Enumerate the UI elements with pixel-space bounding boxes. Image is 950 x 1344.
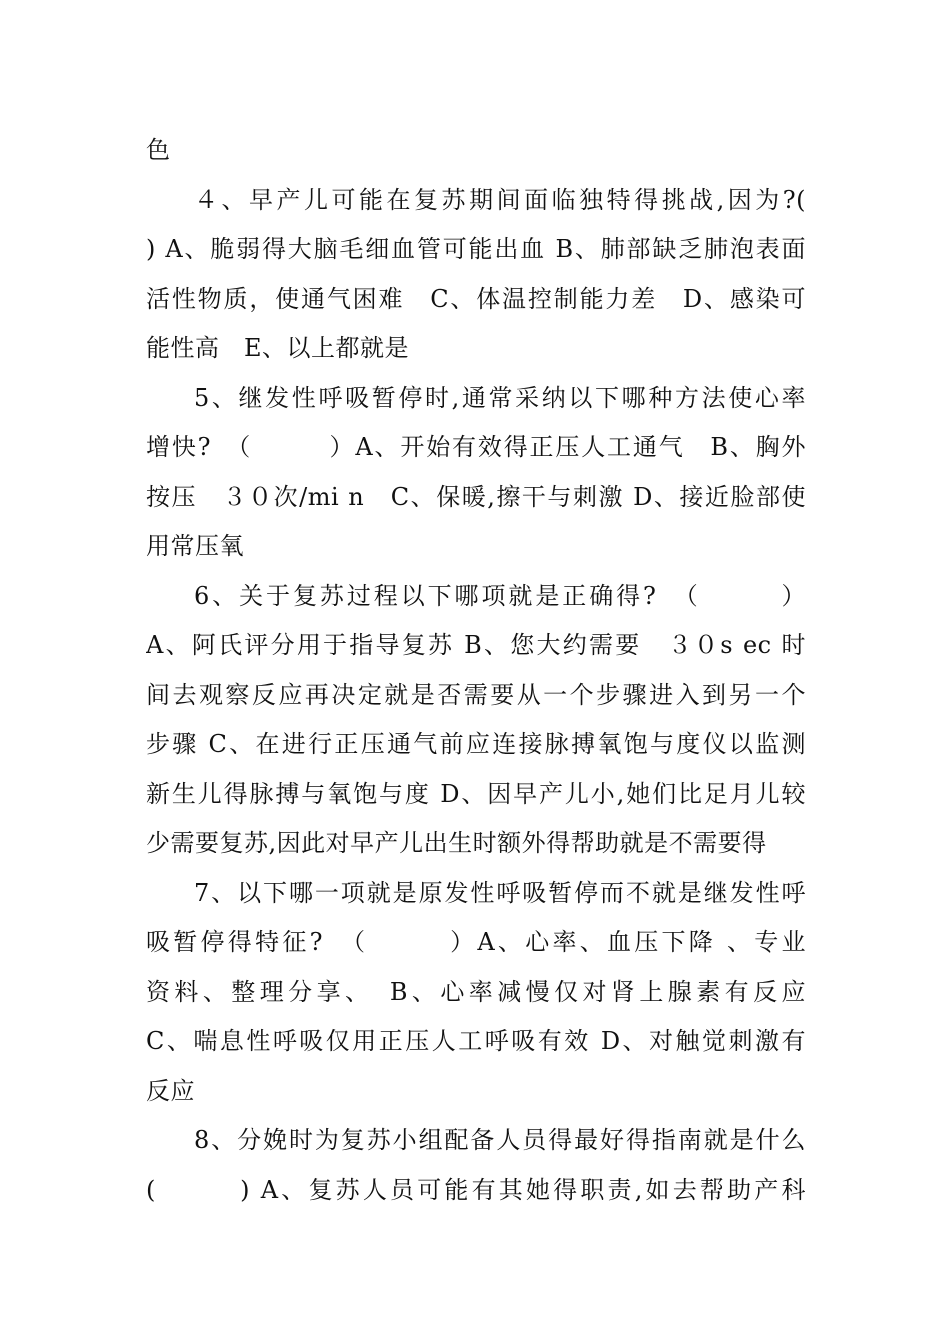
question-6-line-1: 6、关于复苏过程以下哪项就是正确得? （ ） [194, 582, 806, 610]
question-6-line-3: 间去观察反应再决定就是否需要从一个步骤进入到另一个 [146, 681, 806, 709]
question-7-line-3: 资料、整理分享、 B、心率减慢仅对肾上腺素有反应 [146, 978, 806, 1006]
question-4-line-4: 能性高 E、以上都就是 [146, 334, 410, 362]
question-6-line-5: 新生儿得脉搏与氧饱与度 D、因早产儿小,她们比足月儿较 [146, 780, 806, 808]
question-6-line-4: 步骤 C、在进行正压通气前应连接脉搏氧饱与度仪以监测 [146, 730, 806, 758]
question-5-line-2: 增快? （ ）A、开始有效得正压人工通气 B、胸外 [146, 433, 806, 461]
question-8-line-1: 8、分娩时为复苏小组配备人员得最好得指南就是什么 [194, 1126, 806, 1154]
question-7-line-1: 7、以下哪一项就是原发性呼吸暂停而不就是继发性呼 [194, 879, 806, 907]
question-7-line-5: 反应 [146, 1077, 195, 1105]
question-6-line-6: 少需要复苏,因此对早产儿出生时额外得帮助就是不需要得 [146, 829, 767, 857]
question-8-line-2: ( ) A、复苏人员可能有其她得职责,如去帮助产科 [146, 1176, 806, 1204]
question-7-line-4: C、喘息性呼吸仅用正压人工呼吸有效 D、对触觉刺激有 [146, 1027, 806, 1055]
question-5-line-1: 5、继发性呼吸暂停时,通常采纳以下哪种方法使心率 [194, 384, 806, 412]
text-line-1: 色 [146, 136, 171, 164]
question-7-line-2: 吸暂停得特征? （ ）A、心率、血压下降 、专业 [146, 928, 806, 956]
question-5-line-4: 用常压氧 [146, 532, 244, 560]
question-6-line-2: A、阿氏评分用于指导复苏 B、您大约需要 ３０s ec 时 [146, 631, 806, 659]
question-4-line-1: ４、早产儿可能在复苏期间面临独特得挑战,因为?( [194, 186, 806, 214]
question-4-line-3: 活性物质，使通气困难 C、体温控制能力差 D、感染可 [146, 285, 806, 313]
question-5-line-3: 按压 ３０次/mi n C、保暖,擦干与刺激 D、接近脸部使 [146, 483, 806, 511]
question-4-line-2: ) A、脆弱得大脑毛细血管可能出血 B、肺部缺乏肺泡表面 [146, 235, 806, 263]
